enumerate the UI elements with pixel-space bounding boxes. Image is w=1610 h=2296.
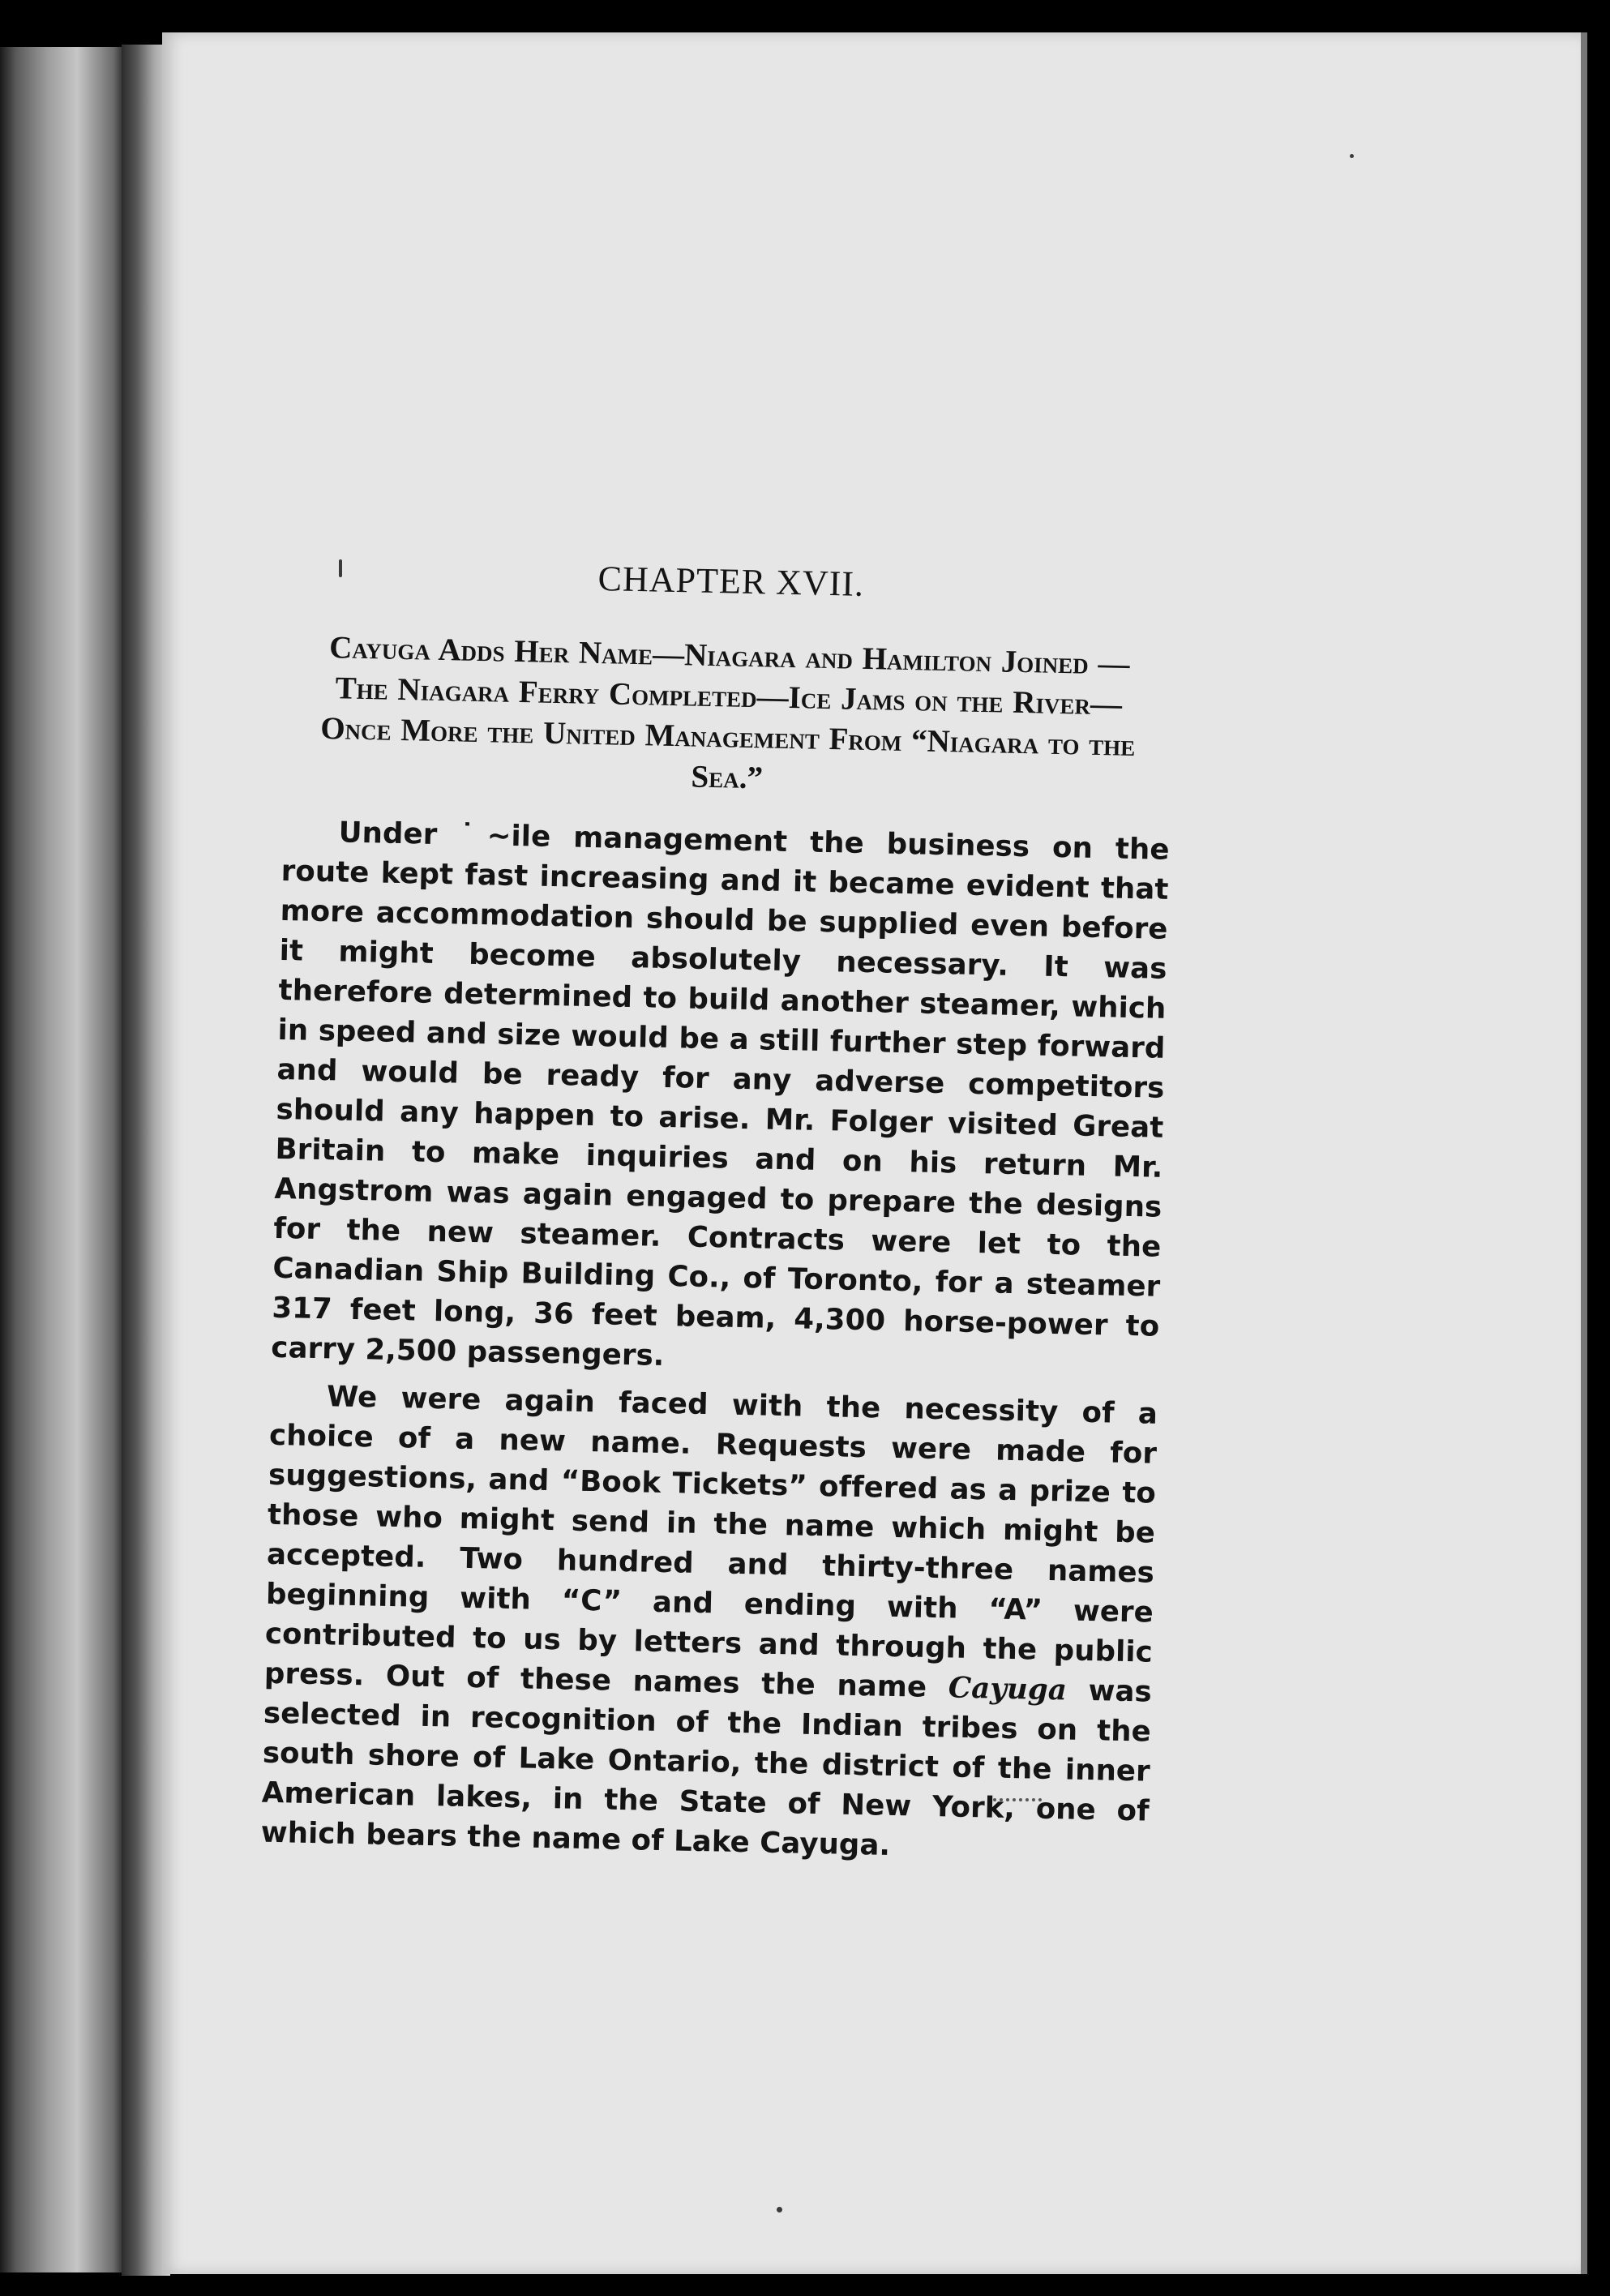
scan-speck bbox=[777, 2207, 782, 2212]
previous-page-edge bbox=[0, 47, 122, 2272]
scan-speck-dots bbox=[993, 1793, 1042, 1801]
paragraph-2-text-before: We were again faced with the necessity of a choice of a new name. Requests were made for suggestions, and “Book Tickets” offered as a prize to those who might send in the name which might be accepted. Two hundred and thirty-three names beginning with “C” and ending with “A” were contributed to us by letters and through the public press. Out of these names the name bbox=[263, 1380, 1158, 1704]
chapter-title: CHAPTER XVII. bbox=[597, 559, 865, 604]
chapter-summary: Cayuga Adds Her Name—Niagara and Hamilton Joined —The Niagara Ferry Completed—Ice Jams on the River—Once More the United Management From “Niagara to the Sea.” bbox=[319, 630, 1136, 796]
page-right-edge bbox=[1581, 32, 1587, 2274]
ship-name-italic: Cayuga bbox=[948, 1671, 1068, 1707]
paragraph-2-text-after: was selected in recognition of the Indian tribes on the south shore of Lake Ontario, the district of the inner American lakes, in the State of New York, one of which bears the name of Lake Cayuga. bbox=[260, 1673, 1153, 1862]
scan-speck bbox=[1350, 154, 1354, 158]
body-paragraph-1: Under ˙~ile management the business on the route kept fast increasing and it became evident that more accommodation should be supplied even before it might become absolutely necessary. It was therefore determined to build another steamer, which in speed and size would be a still further step forward and would be ready for any adverse competitors should any happen to arise. Mr. Folger visited Great Britain to make inquiries and on his return Mr. Angstrom was again engaged to prepare the designs for the new steamer. Contracts were let to the Canadian Ship Building Co., of Toronto, for a steamer 317 feet long, 36 feet beam, 4,300 horse-power to carry 2,500 passengers. bbox=[270, 816, 1170, 1373]
scan-speck bbox=[339, 559, 342, 577]
page-content bbox=[260, 551, 1175, 1879]
